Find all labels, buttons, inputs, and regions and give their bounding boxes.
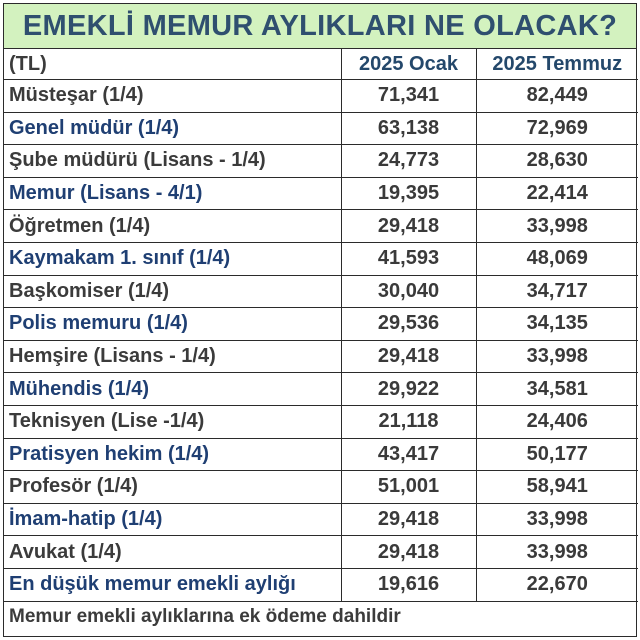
row-label: Öğretmen (1/4): [4, 210, 341, 243]
value-2025-temmuz: 34,581: [476, 373, 638, 406]
table-row: [4, 112, 638, 145]
header-2025-ocak: 2025 Ocak: [341, 49, 476, 80]
table-row: [4, 438, 638, 471]
header-unit: (TL): [4, 49, 341, 80]
table-row: [4, 177, 638, 210]
table-row: [4, 568, 638, 601]
salary-table-document: [3, 3, 637, 637]
row-label: Şube müdürü (Lisans - 1/4): [4, 145, 341, 178]
value-2025-temmuz: 50,177: [476, 438, 638, 471]
value-2025-ocak: 24,773: [341, 145, 476, 178]
value-2025-ocak: 29,418: [341, 210, 476, 243]
value-2025-ocak: 29,418: [341, 340, 476, 373]
table-row: [4, 242, 638, 275]
value-2025-temmuz: 58,941: [476, 471, 638, 504]
value-2025-ocak: 71,341: [341, 80, 476, 113]
value-2025-temmuz: 34,135: [476, 308, 638, 341]
table-row: [4, 340, 638, 373]
document-title: EMEKLİ MEMUR AYLIKLARI NE OLACAK?: [4, 4, 636, 49]
value-2025-temmuz: 28,630: [476, 145, 638, 178]
row-label: İmam-hatip (1/4): [4, 503, 341, 536]
row-label: Kaymakam 1. sınıf (1/4): [4, 242, 341, 275]
value-2025-temmuz: 72,969: [476, 112, 638, 145]
header-2025-temmuz: 2025 Temmuz: [476, 49, 638, 80]
value-2025-temmuz: 82,449: [476, 80, 638, 113]
row-label: Avukat (1/4): [4, 536, 341, 569]
value-2025-ocak: 29,922: [341, 373, 476, 406]
value-2025-ocak: 41,593: [341, 242, 476, 275]
table-row: [4, 471, 638, 504]
value-2025-temmuz: 22,414: [476, 177, 638, 210]
value-2025-temmuz: 33,998: [476, 503, 638, 536]
value-2025-ocak: 51,001: [341, 471, 476, 504]
table-row: [4, 275, 638, 308]
value-2025-temmuz: 33,998: [476, 210, 638, 243]
value-2025-ocak: 29,418: [341, 503, 476, 536]
table-row: [4, 145, 638, 178]
value-2025-ocak: 43,417: [341, 438, 476, 471]
row-label: Mühendis (1/4): [4, 373, 341, 406]
value-2025-ocak: 21,118: [341, 405, 476, 438]
row-label: Polis memuru (1/4): [4, 308, 341, 341]
row-label: Teknisyen (Lise -1/4): [4, 405, 341, 438]
footnote: Memur emekli aylıklarına ek ödeme dahildir: [9, 605, 401, 627]
value-2025-temmuz: 48,069: [476, 242, 638, 275]
row-label: Müsteşar (1/4): [4, 80, 341, 113]
table-row: [4, 503, 638, 536]
value-2025-ocak: 29,418: [341, 536, 476, 569]
table-row: [4, 308, 638, 341]
row-label: En düşük memur emekli aylığı: [4, 568, 341, 601]
value-2025-temmuz: 33,998: [476, 340, 638, 373]
table-row: [4, 373, 638, 406]
row-label: Hemşire (Lisans - 1/4): [4, 340, 341, 373]
header-row: [4, 49, 638, 80]
table-row: [4, 405, 638, 438]
value-2025-ocak: 29,536: [341, 308, 476, 341]
value-2025-temmuz: 24,406: [476, 405, 638, 438]
row-label: Profesör (1/4): [4, 471, 341, 504]
salary-table: [4, 49, 638, 602]
table-row: [4, 536, 638, 569]
value-2025-ocak: 30,040: [341, 275, 476, 308]
row-label: Genel müdür (1/4): [4, 112, 341, 145]
table-row: [4, 80, 638, 113]
value-2025-ocak: 19,395: [341, 177, 476, 210]
row-label: Başkomiser (1/4): [4, 275, 341, 308]
value-2025-temmuz: 34,717: [476, 275, 638, 308]
value-2025-ocak: 19,616: [341, 568, 476, 601]
value-2025-ocak: 63,138: [341, 112, 476, 145]
value-2025-temmuz: 22,670: [476, 568, 638, 601]
value-2025-temmuz: 33,998: [476, 536, 638, 569]
row-label: Memur (Lisans - 4/1): [4, 177, 341, 210]
row-label: Pratisyen hekim (1/4): [4, 438, 341, 471]
table-row: [4, 210, 638, 243]
